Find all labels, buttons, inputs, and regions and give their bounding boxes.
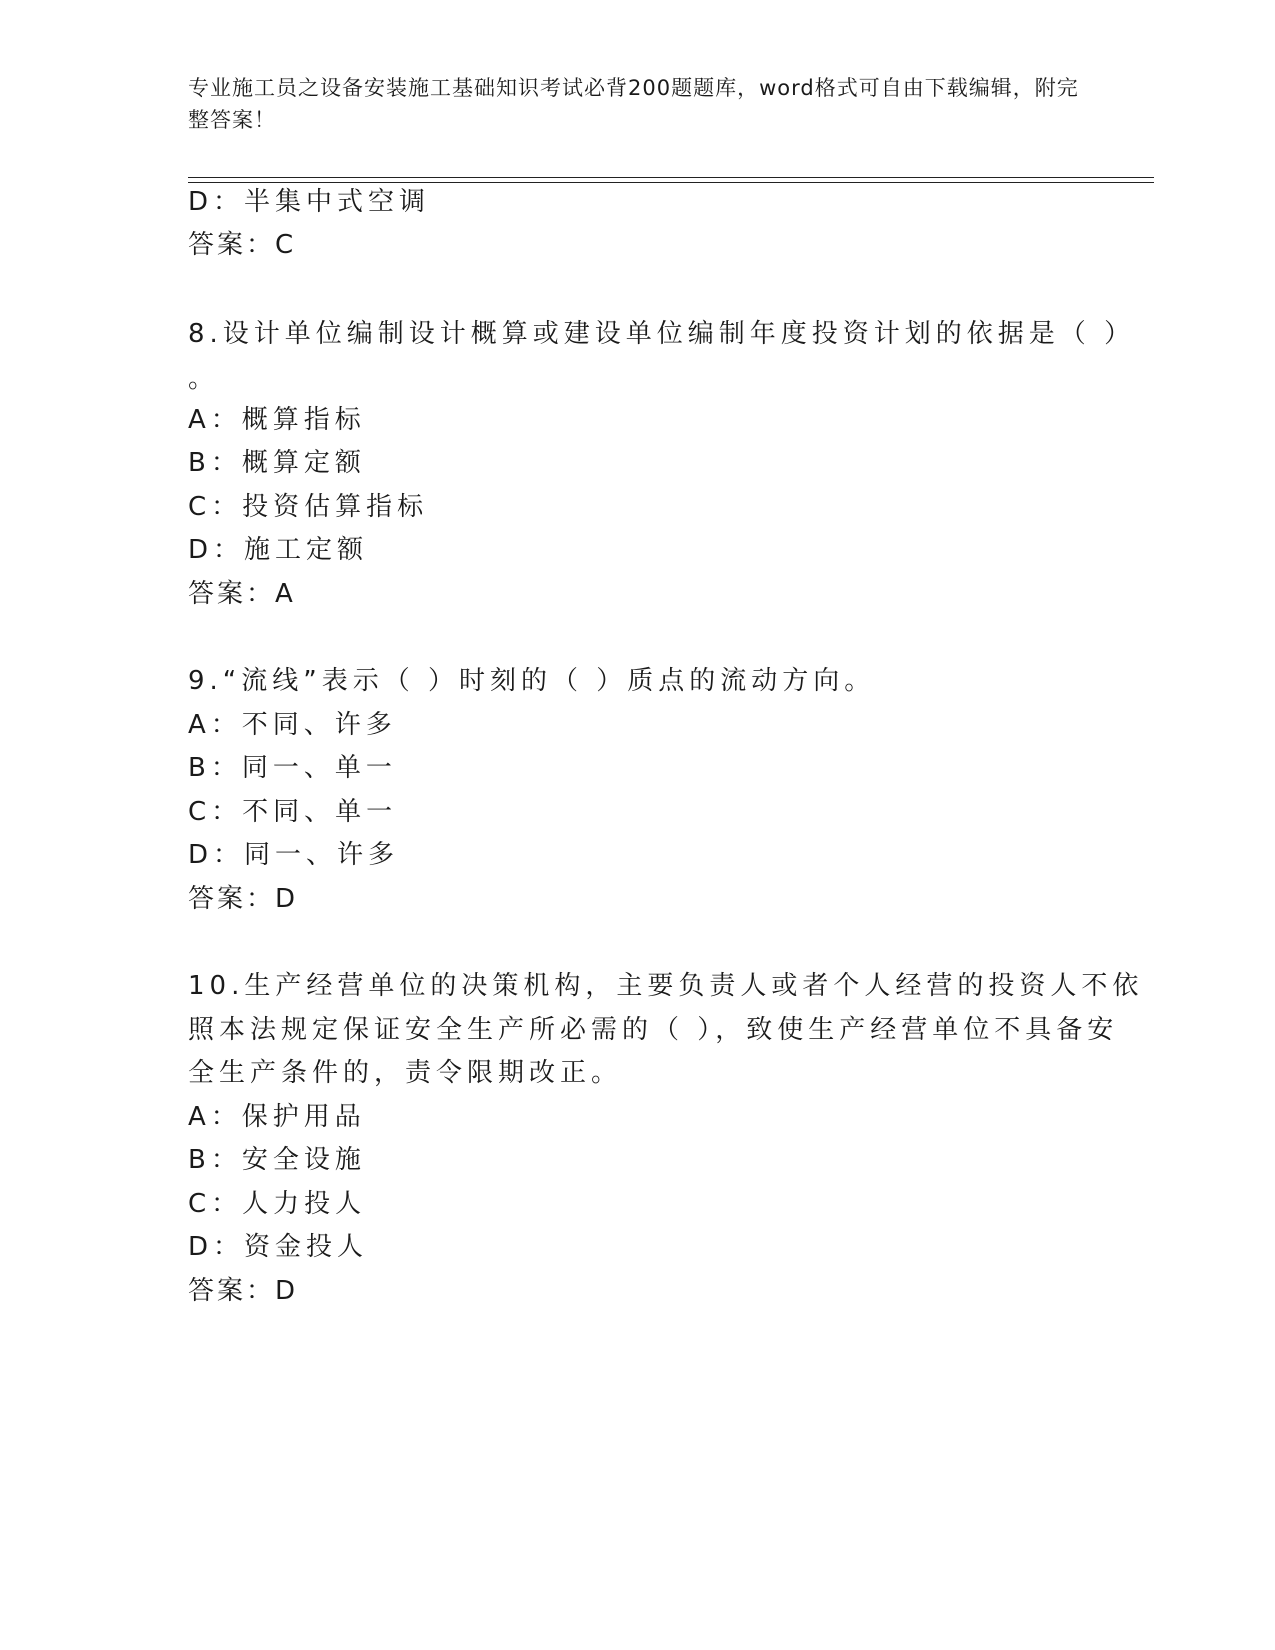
option-a: A：概算指标 [188, 405, 366, 435]
document-header: 专业施工员之设备安装施工基础知识考试必背200题题库，word格式可自由下载编辑，附完整答案！ [188, 76, 1079, 132]
answer: 答案：D [188, 1276, 299, 1306]
option-a: A：不同、许多 [188, 710, 397, 740]
header-divider-bottom [188, 182, 1154, 183]
question-stem-continued: 全生产条件的，责令限期改正。 [188, 1058, 623, 1088]
option-a: A：保护用品 [188, 1102, 366, 1132]
option-b: B：概算定额 [188, 448, 366, 478]
option-d: D：施工定额 [188, 535, 369, 565]
answer: 答案：C [188, 230, 297, 260]
option-c: C：人力投人 [188, 1189, 367, 1219]
question-stem-continued: 。 [188, 364, 220, 394]
question-stem-continued: 照本法规定保证安全生产所必需的（ ），致使生产经营单位不具备安 [188, 1015, 1119, 1045]
question-stem: 8.设计单位编制设计概算或建设单位编制年度投资计划的依据是（ ） [188, 319, 1136, 349]
option-c: C：投资估算指标 [188, 492, 429, 522]
answer: 答案：D [188, 884, 299, 914]
option-b: B：安全设施 [188, 1145, 366, 1175]
option-d: D：资金投人 [188, 1232, 369, 1262]
question-stem: 10.生产经营单位的决策机构，主要负责人或者个人经营的投资人不依 [188, 971, 1144, 1001]
option-d: D：半集中式空调 [188, 187, 431, 217]
question-stem: 9.“流线”表示（ ）时刻的（ ）质点的流动方向。 [188, 666, 876, 696]
option-d: D：同一、许多 [188, 840, 400, 870]
option-b: B：同一、单一 [188, 753, 397, 783]
option-c: C：不同、单一 [188, 797, 398, 827]
answer: 答案：A [188, 579, 296, 609]
header-divider-top [188, 177, 1154, 178]
